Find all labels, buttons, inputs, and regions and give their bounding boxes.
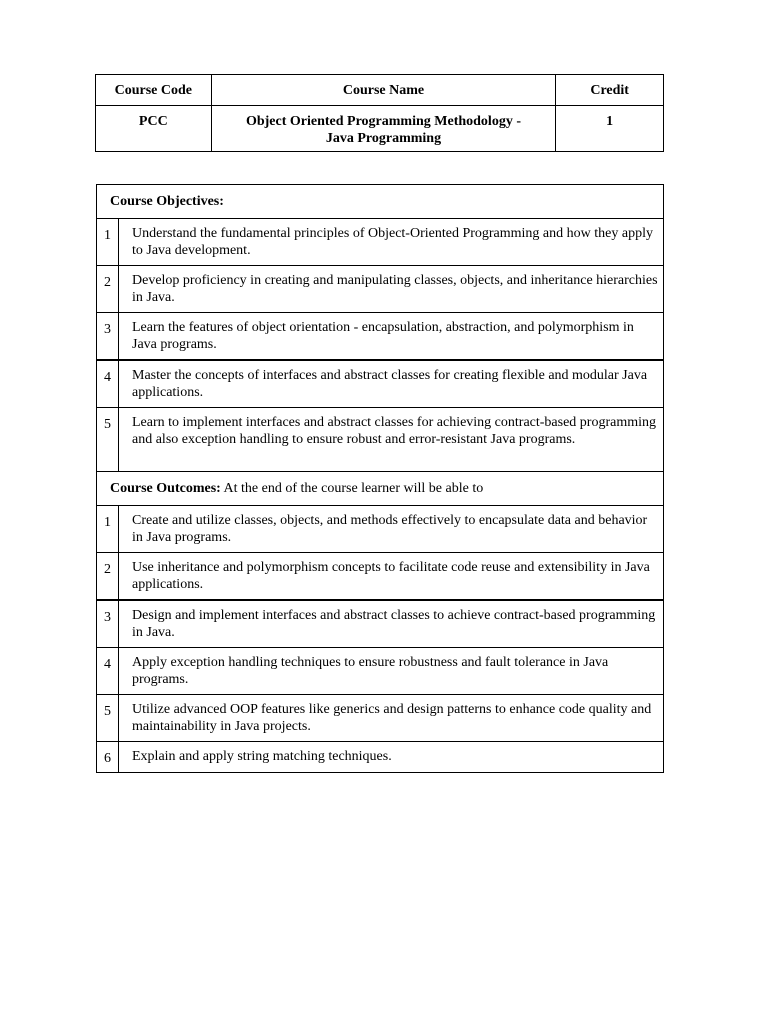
objective-text: Understand the fundamental principles of Object-Oriented Programming and how they apply to Java development. — [119, 219, 664, 266]
outcome-text: Explain and apply string matching techniques. — [119, 742, 664, 773]
outcome-text: Use inheritance and polymorphism concepts to facilitate code reuse and extensibility in Java applications. — [119, 553, 664, 601]
course-name-line1: Object Oriented Programming Methodology - — [245, 114, 521, 129]
objective-number: 1 — [97, 219, 119, 266]
outcome-row — [97, 695, 664, 742]
outcome-text: Create and utilize classes, objects, and methods effectively to encapsulate data and behavior in Java programs. — [119, 506, 664, 553]
outcome-number: 3 — [97, 600, 119, 648]
objective-text: Master the concepts of interfaces and abstract classes for creating flexible and modular Java applications. — [119, 360, 664, 408]
objective-text: Learn the features of object orientation - encapsulation, abstraction, and polymorphism in Java programs. — [119, 313, 664, 361]
outcome-text: Design and implement interfaces and abstract classes to achieve contract-based programming in Java. — [119, 600, 664, 648]
objectives-heading-row — [97, 185, 664, 219]
outcomes-heading-text: At the end of the course learner will be able to — [220, 481, 484, 496]
course-code-header: Course Code — [96, 75, 212, 106]
objective-number: 2 — [97, 266, 119, 313]
objective-number: 4 — [97, 360, 119, 408]
credit-header: Credit — [556, 75, 664, 106]
outcomes-heading — [97, 472, 664, 506]
outcome-text: Apply exception handling techniques to ensure robustness and fault tolerance in Java programs. — [119, 648, 664, 695]
objective-number: 3 — [97, 313, 119, 361]
objective-row — [97, 360, 664, 408]
course-table-data-row — [96, 106, 664, 152]
objective-row — [97, 313, 664, 361]
objectives-heading-label: Course Objectives: — [110, 194, 224, 209]
credit-value: 1 — [556, 106, 664, 152]
outcomes-heading-row — [97, 472, 664, 506]
outcome-number: 4 — [97, 648, 119, 695]
objective-row — [97, 266, 664, 313]
outcome-row — [97, 648, 664, 695]
objective-text: Learn to implement interfaces and abstract classes for achieving contract-based programming and also exception handling to ensure robust and error-resistant Java programs. — [119, 408, 664, 472]
objective-text: Develop proficiency in creating and manipulating classes, objects, and inheritance hierarchies in Java. — [119, 266, 664, 313]
outcome-number: 1 — [97, 506, 119, 553]
objective-row — [97, 408, 664, 472]
course-info-table — [95, 74, 664, 152]
outcome-number: 6 — [97, 742, 119, 773]
course-name-header: Course Name — [211, 75, 556, 106]
objectives-outcomes-table — [96, 184, 664, 773]
objective-number: 5 — [97, 408, 119, 472]
course-code-value: PCC — [96, 106, 212, 152]
outcome-row — [97, 742, 664, 773]
course-name-line2: Java Programming — [325, 131, 442, 146]
objectives-heading — [97, 185, 664, 219]
outcome-row — [97, 506, 664, 553]
objective-row — [97, 219, 664, 266]
outcome-text: Utilize advanced OOP features like generics and design patterns to enhance code quality and maintainability in Java projects. — [119, 695, 664, 742]
course-name-value — [211, 106, 556, 152]
outcome-number: 2 — [97, 553, 119, 601]
outcome-number: 5 — [97, 695, 119, 742]
course-table-header-row — [96, 75, 664, 106]
outcomes-heading-label: Course Outcomes: — [110, 481, 221, 496]
outcome-row — [97, 553, 664, 601]
outcome-row — [97, 600, 664, 648]
